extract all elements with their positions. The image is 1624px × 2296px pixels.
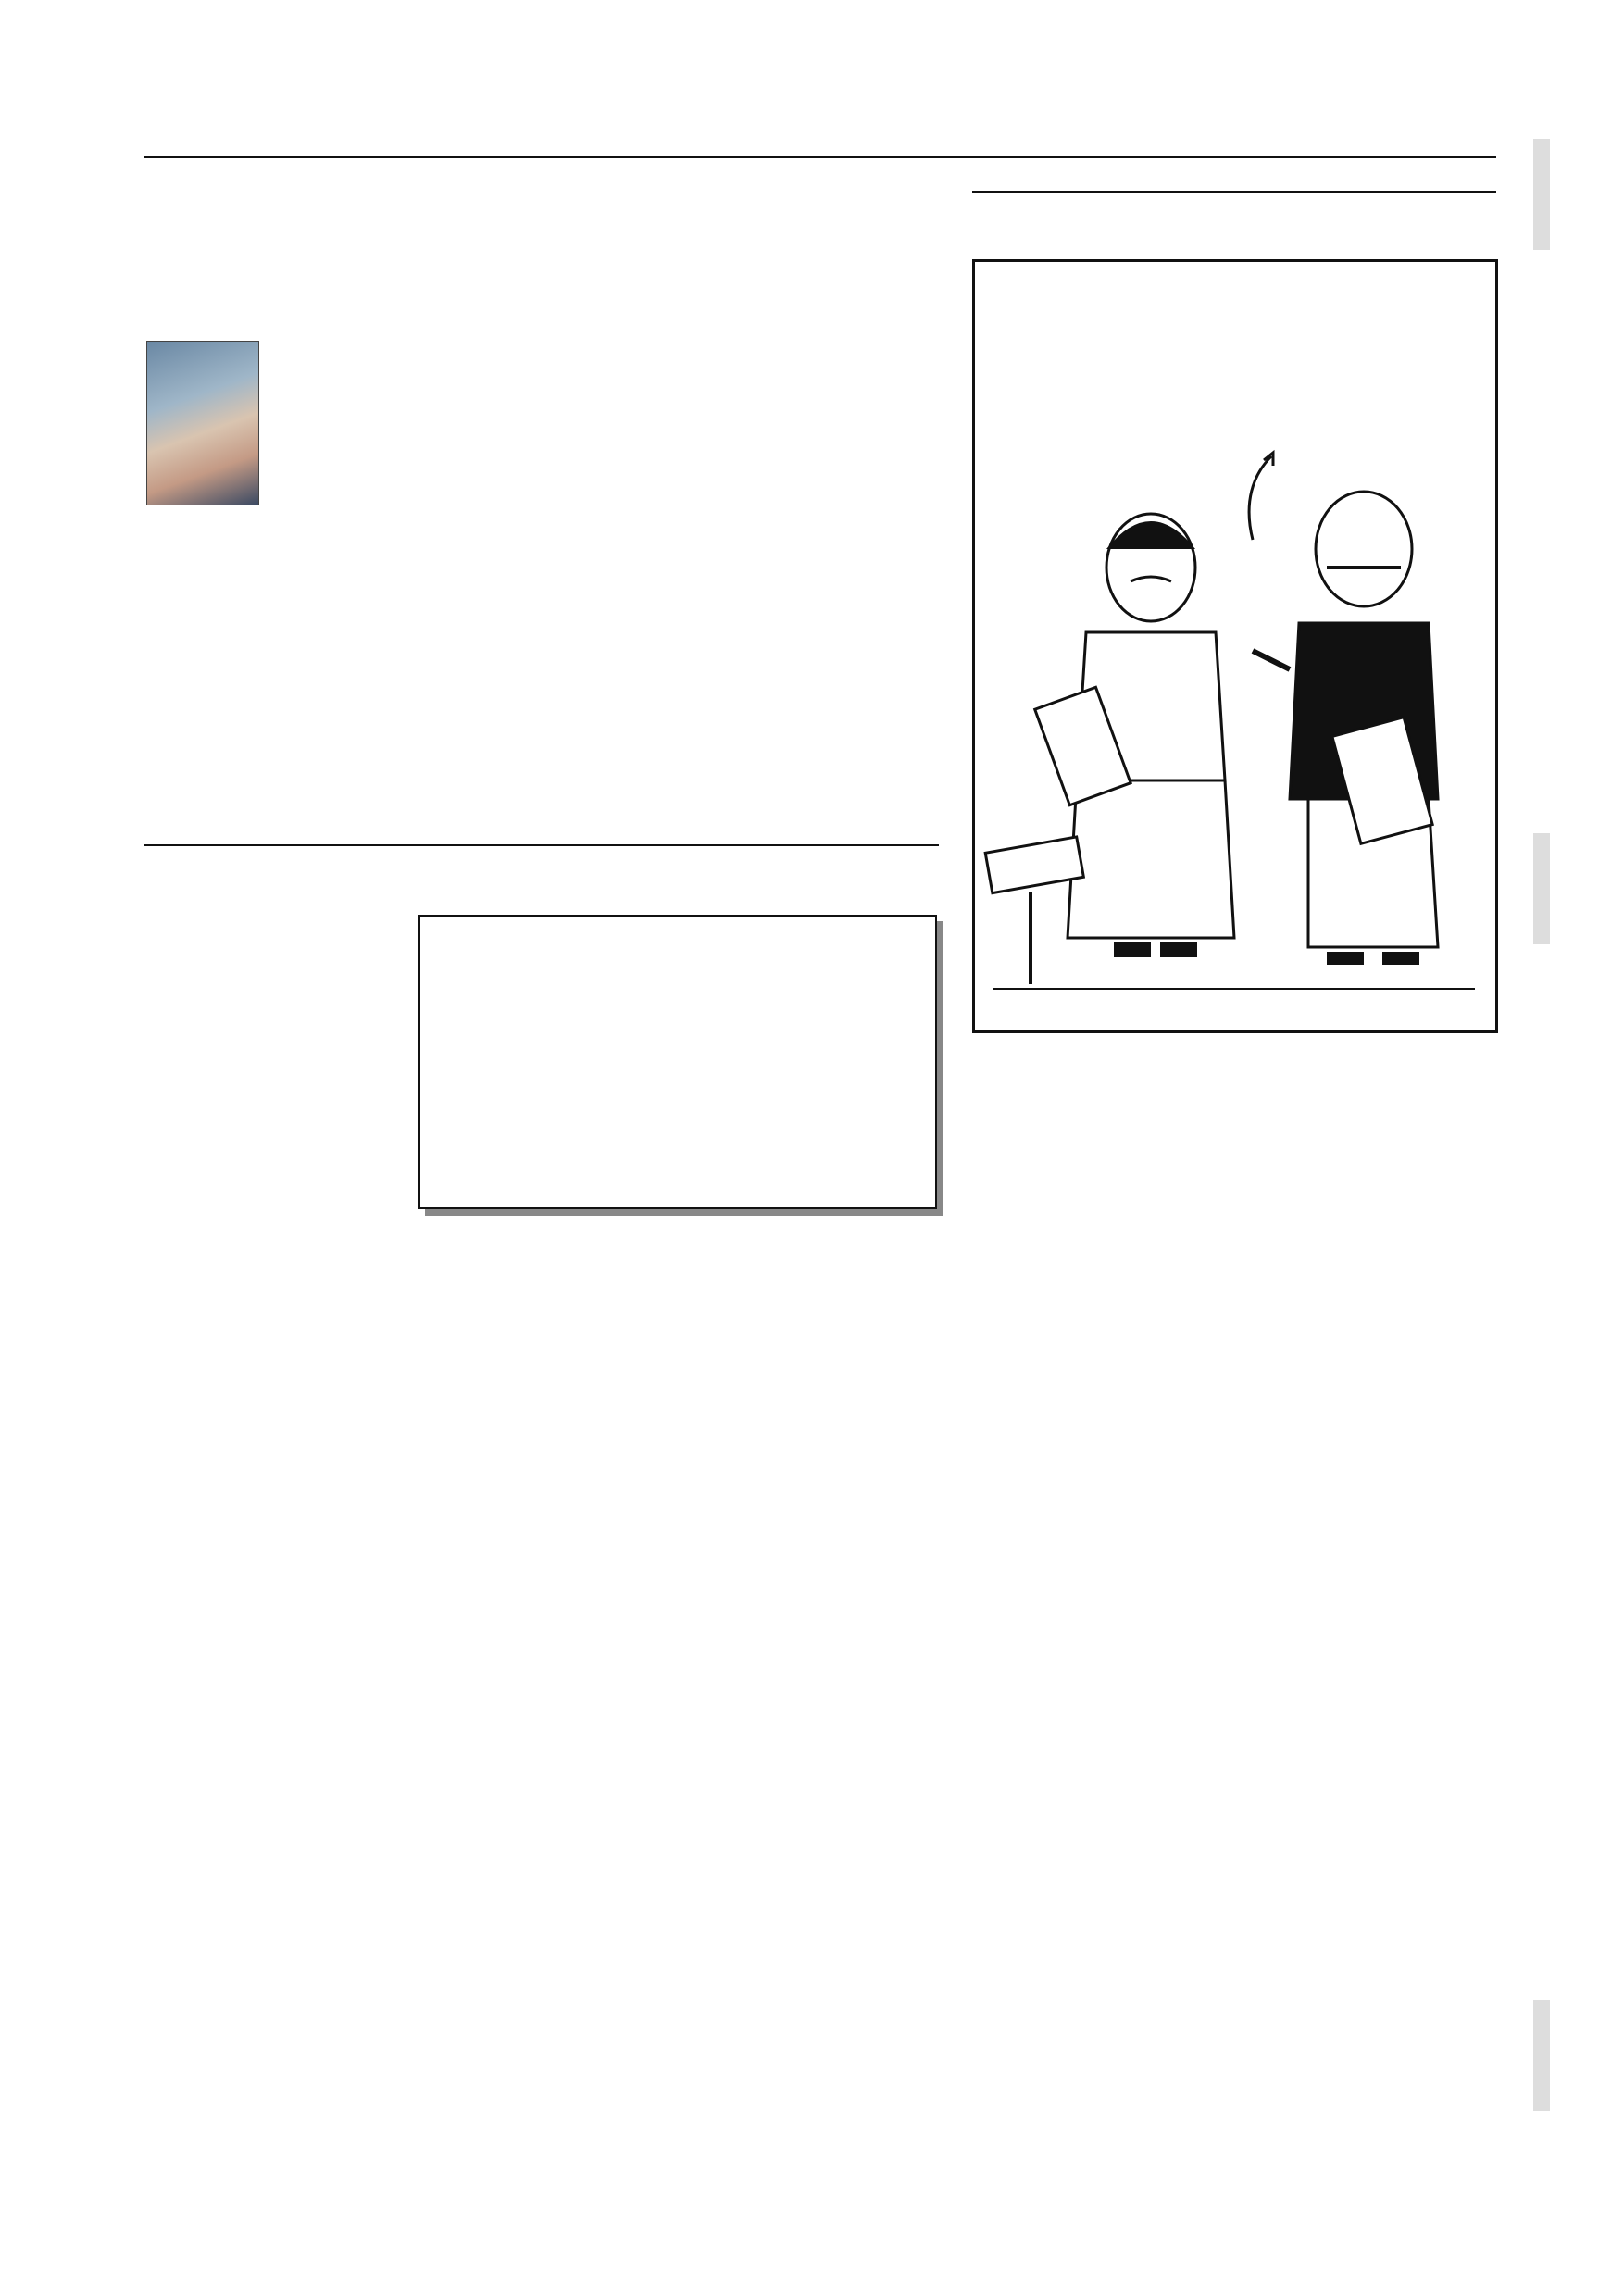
article2-rule-top [144, 844, 939, 846]
margin-strip-2 [1533, 833, 1550, 944]
maintenance-box [418, 915, 937, 1209]
margin-strip-3 [1533, 2000, 1550, 2111]
masthead-rule [144, 156, 1496, 158]
article1-col1 [144, 317, 396, 509]
teaser-cartoon [972, 259, 1498, 1033]
margin-strip-1 [1533, 139, 1550, 250]
teaser-rule [972, 191, 1496, 193]
cartoon-illustration [975, 262, 1495, 1030]
article1-headline [139, 176, 954, 181]
